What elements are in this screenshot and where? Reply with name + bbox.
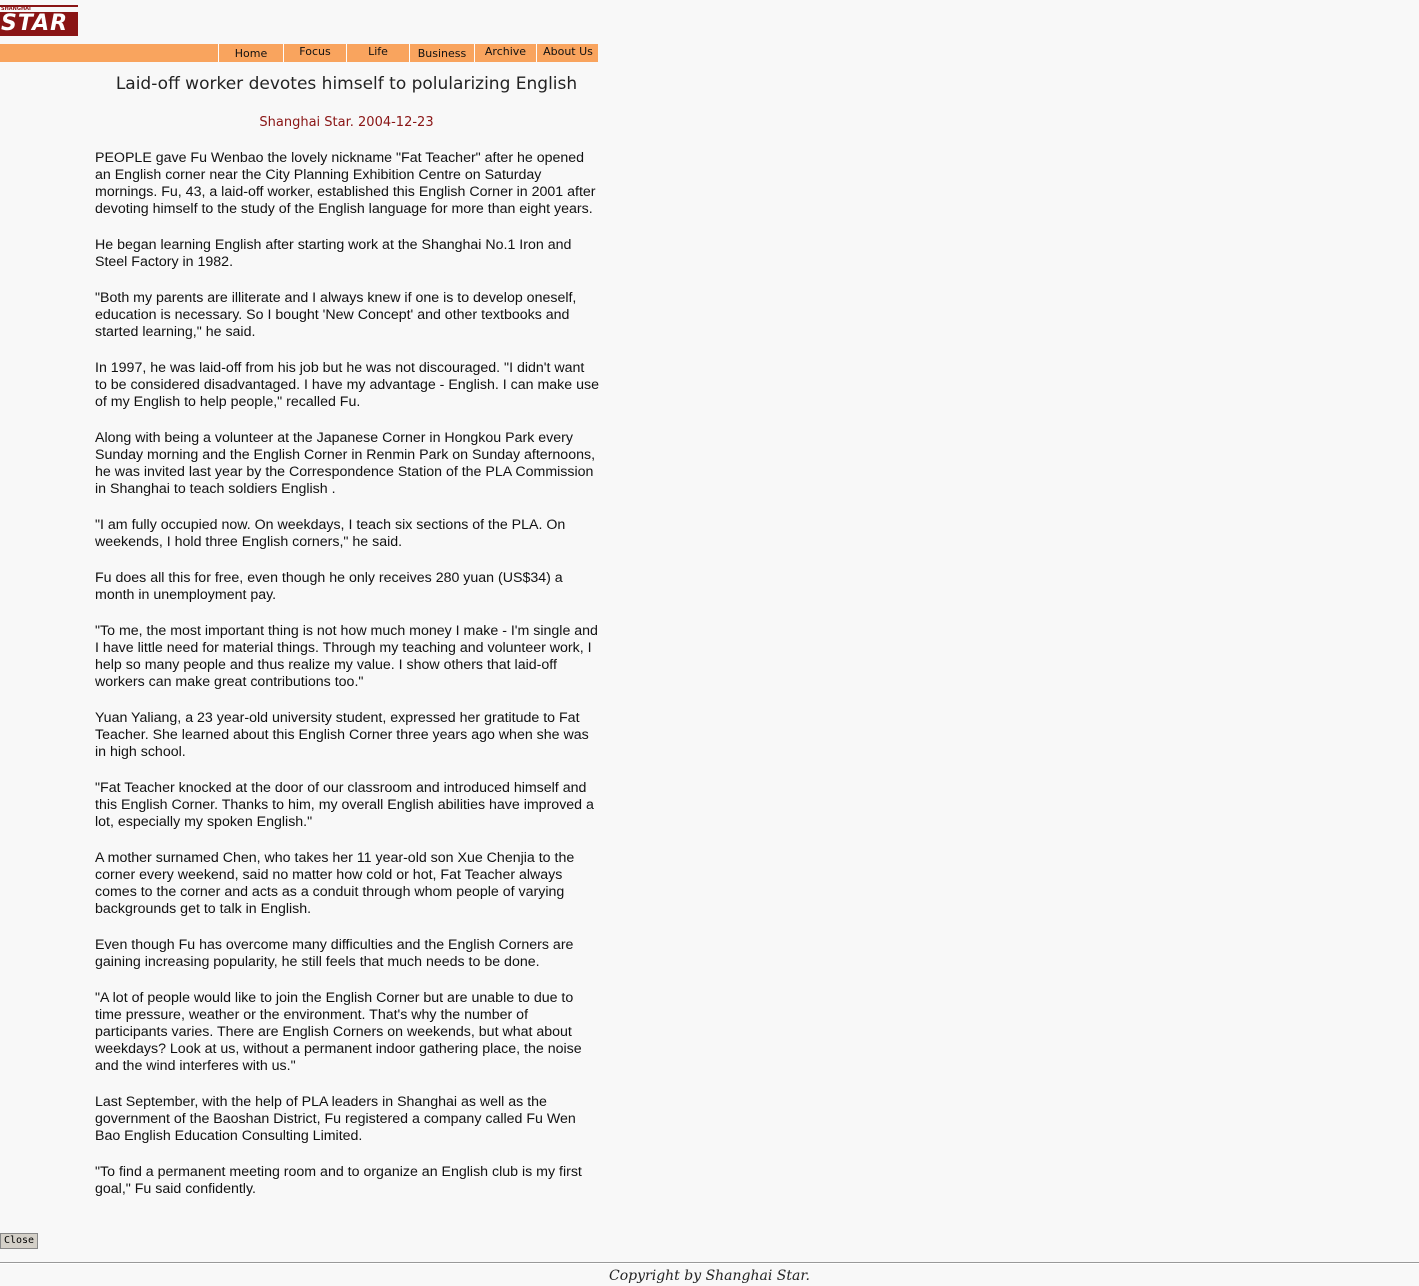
top-nav-bar (0, 44, 598, 62)
close-button[interactable]: Close (0, 1233, 38, 1249)
nav-item-archive[interactable] (474, 44, 536, 62)
article-paragraph: A mother surnamed Chen, who takes her 11 year-old son Xue Chenjia to the corner every weekend, said no matter how cold or hot, Fat Teacher always comes to the corner and acts as a conduit through whom people of varying backgrounds get to talk in English. (95, 850, 575, 917)
article-paragraph: Yuan Yaliang, a 23 year-old university student, expressed her gratitude to Fat Teacher. She learned about this English Corner three years ago when she was in high school. (95, 710, 589, 760)
article-title: Laid-off worker devotes himself to polularizing English (115, 74, 578, 94)
nav-item-focus[interactable] (283, 44, 346, 62)
article-paragraph: "Both my parents are illiterate and I always knew if one is to develop oneself, education is necessary. So I bought 'New Concept' and other textbooks and started learning," he said. (95, 290, 577, 340)
article-paragraph: Last September, with the help of PLA leaders in Shanghai as well as the government of the Baoshan District, Fu registered a company called Fu Wen Bao English Education Consulting Limited. (95, 1094, 576, 1144)
nav-item-home[interactable] (218, 44, 283, 62)
article-paragraph: Along with being a volunteer at the Japanese Corner in Hongkou Park every Sunday morning and the English Corner in Renmin Park on Sunday afternoons, he was invited last year by the Correspondence Station of the PLA Commission in Shanghai to teach soldiers English . (95, 430, 596, 497)
article-paragraph: Fu does all this for free, even though he only receives 280 yuan (US$34) a month in unemployment pay. (95, 570, 563, 603)
logo-big-text: STAR (0, 12, 78, 36)
article-body (95, 150, 600, 1217)
footer-divider (0, 1262, 1419, 1264)
nav-item-business-label: Business (417, 47, 467, 60)
article-paragraph: He began learning English after starting work at the Shanghai No.1 Iron and Steel Factory in 1982. (95, 237, 572, 270)
article-paragraph: Even though Fu has overcome many difficulties and the English Corners are gaining increasing popularity, he still feels that much needs to be done. (95, 937, 574, 970)
copyright-text: Copyright by Shanghai Star. (609, 1268, 810, 1284)
article-paragraph: PEOPLE gave Fu Wenbao the lovely nickname "Fat Teacher" after he opened an English corner near the City Planning Exhibition Centre on Saturday mornings. Fu, 43, a laid-off worker, established this English Corner in 2001 after devoting himself to the study of the English language for more than eight years. (95, 150, 596, 217)
article-paragraph: "I am fully occupied now. On weekdays, I teach six sections of the PLA. On weekends, I hold three English corners," he said. (95, 517, 566, 550)
article-paragraph: "Fat Teacher knocked at the door of our classroom and introduced himself and this English Corner. Thanks to him, my overall English abilities have improved a lot, especially my spoken English." (95, 780, 594, 830)
article-paragraph: "To me, the most important thing is not how much money I make - I'm single and I have little need for material things. Through my teaching and volunteer work, I help so many people and thus realize my value. I show others that laid-off workers can make great contributions too." (95, 623, 598, 690)
logo-small-text: SHANGHAI (1, 6, 31, 12)
article-paragraph: "To find a permanent meeting room and to organize an English club is my first goal," Fu said confidently. (95, 1164, 582, 1197)
article-paragraph: In 1997, he was laid-off from his job but he was not discouraged. "I didn't want to be considered disadvantaged. I have my advantage - English. I can make use of my English to help people," recalled Fu. (95, 360, 599, 410)
article-source-date: Shanghai Star. 2004-12-23 (259, 115, 434, 130)
article-paragraph: "A lot of people would like to join the English Corner but are unable to due to time pressure, weather or the environment. That's why the number of participants varies. There are English Corners on weekends, but what about weekdays? Look at us, without a permanent indoor gathering place, the noise and the wind interferes with us." (95, 990, 582, 1074)
nav-item-life[interactable] (346, 44, 409, 62)
nav-item-business[interactable] (409, 44, 474, 62)
shanghai-star-logo[interactable] (0, 5, 78, 36)
nav-item-home-label: Home (234, 47, 268, 60)
nav-item-life-label: Life (368, 45, 388, 58)
nav-item-about-us-label: About Us (543, 45, 593, 58)
nav-item-focus-label: Focus (299, 45, 331, 58)
nav-item-about-us[interactable] (536, 44, 599, 62)
nav-item-archive-label: Archive (484, 45, 527, 58)
